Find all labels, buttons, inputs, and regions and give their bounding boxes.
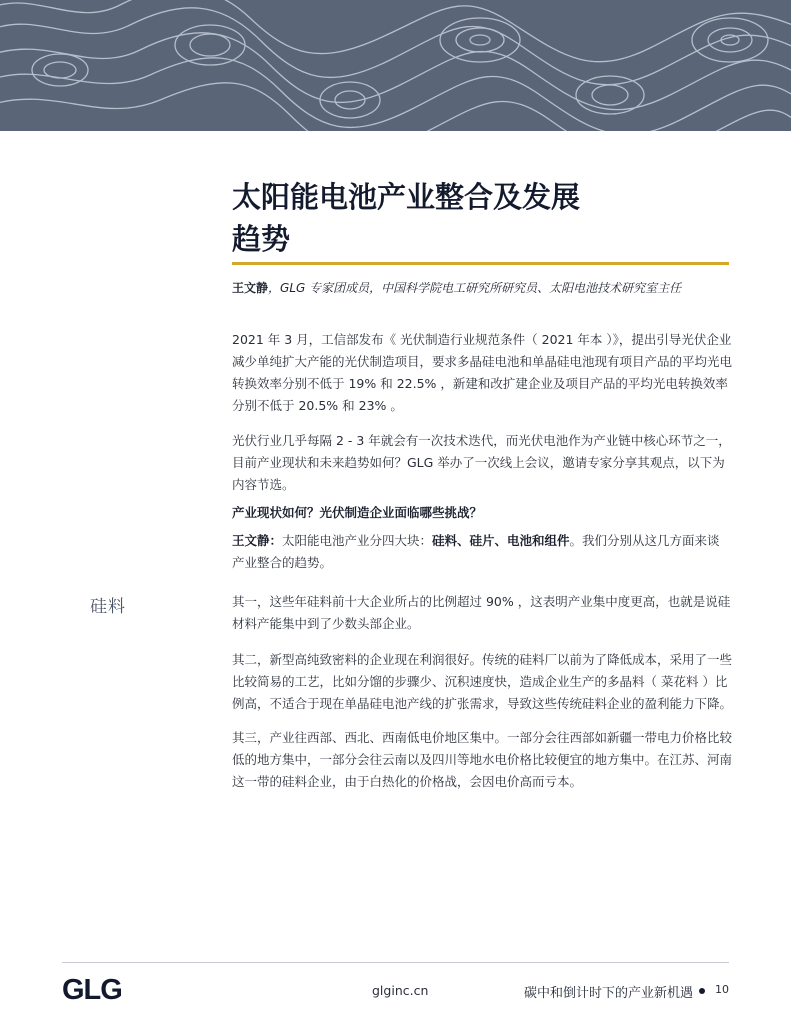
footer-website[interactable]: glginc.cn [372, 983, 429, 998]
answer-pre: 太阳能电池产业分四大块： [282, 533, 433, 548]
topographic-pattern [0, 0, 791, 131]
paragraph-intro: 2021 年 3 月，工信部发布《 光伏制造行业规范条件（ 2021 年本 ）》，提出引导光伏企业减少单纯扩大产能的光伏制造项目，要求多晶硅电池和单晶硅电池现有项目产品的平均光电转换效率分别不低于 19% 和 22.5% ，新建和改扩建企业及项目产品的平均光电转换效率分别不低于 20.5% 和 23% 。 [232, 332, 733, 413]
answer-post: 。我们分别从这几方面来谈产业整合的趋势。 [232, 533, 720, 570]
footer-divider [62, 962, 729, 963]
page-number: 10 [715, 983, 729, 996]
header-banner [0, 0, 791, 131]
article-title-line2: 趋势 [232, 222, 291, 256]
footer-report-title: 碳中和倒计时下的产业新机遇 [524, 986, 694, 1001]
paragraph-point-3: 其三，产业往西部、西北、西南低电价地区集中。一部分会往西部如新疆一带电力价格比较低的地方集中，一部分会往云南以及四川等地水电价格比较便宜的地方集中。在江苏、河南这一带的硅料企业，由于白热化的价格战，会因电价高而亏本。 [232, 730, 733, 789]
paragraph-point-2: 其二，新型高纯致密料的企业现在利润很好。传统的硅料厂以前为了降低成本，采用了一些比较简易的工艺，比如分馏的步骤少、沉积速度快，造成企业生产的多晶料（ 菜花料 ）比例高，不适合于现在单晶硅电池产线的扩张需求，导致这些传统硅料企业的盈利能力下降。 [232, 652, 733, 711]
author-role: ，GLG 专家团成员，中国科学院电工研究所研究员、太阳电池技术研究室主任 [268, 281, 682, 295]
article-title [232, 176, 732, 260]
glg-logo: GLG [62, 974, 122, 1006]
paragraph-point-1: 其一，这些年硅料前十大企业所占的比例超过 90% ，这表明产业集中度更高，也就是说硅材料产能集中到了少数头部企业。 [232, 594, 731, 631]
bullet-dot-icon [699, 988, 705, 994]
author-name: 王文静 [232, 281, 269, 295]
article-title-line1: 太阳能电池产业整合及发展 [232, 180, 581, 214]
paragraph-context: 光伏行业几乎每隔 2 - 3 年就会有一次技术迭代，而光伏电池作为产业链中核心环节之一，目前产业现状和未来趋势如何？GLG 举办了一次线上会议，邀请专家分享其观点，以下为内容节选。 [232, 433, 731, 492]
question-heading: 产业现状如何？光伏制造企业面临哪些挑战？ [232, 505, 483, 520]
answer-speaker: 王文静： [232, 533, 283, 548]
answer-bold: 硅料、硅片、电池和组件 [432, 533, 570, 548]
title-underline [232, 262, 729, 265]
section-label-silicon: 硅料 [90, 597, 126, 617]
author-byline [232, 279, 732, 297]
paragraph-answer [232, 530, 732, 574]
